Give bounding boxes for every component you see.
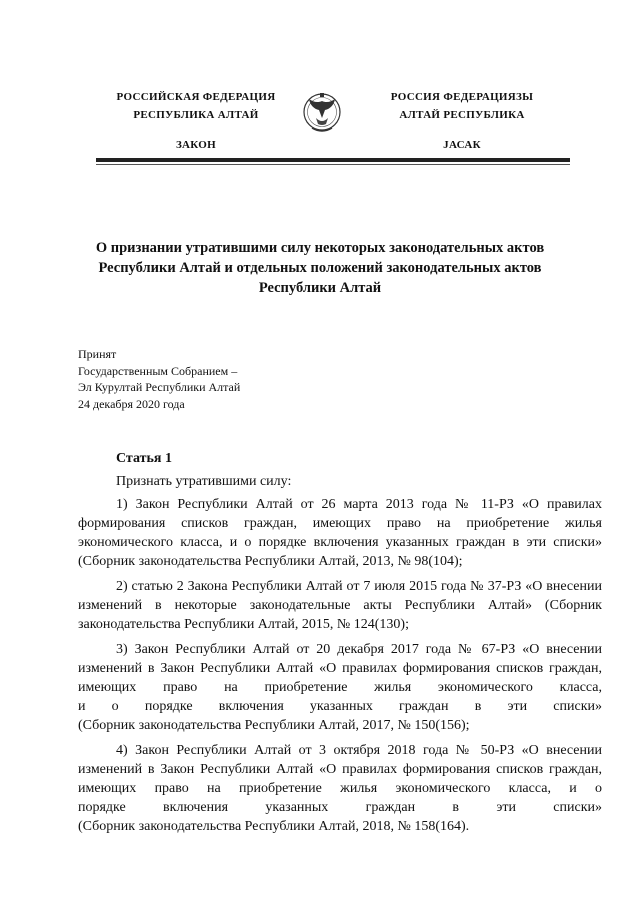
- header-left-line1: РОССИЙСКАЯ ФЕДЕРАЦИЯ: [116, 91, 276, 103]
- article-item: 3) Закон Республики Алтай от 20 декабря 2017 года № 67-РЗ «О внесении изменений в Закон Республики Алтай «О правилах формирования списков граждан, имеющих право на приобретение жилья экономического класса,: [78, 642, 602, 695]
- header-right-altai: [362, 88, 562, 154]
- header-right-line2: АЛТАЙ РЕСПУБЛИКА: [399, 109, 525, 121]
- law-title-line: О признании утратившими силу некоторых законодательных актов: [95, 240, 545, 256]
- article-body: [78, 472, 602, 842]
- header-right-line1: РОССИЯ ФЕДЕРАЦИЯЗЫ: [390, 91, 534, 103]
- adoption-info: [78, 346, 240, 412]
- document-header: [0, 88, 640, 158]
- article-heading: Статья 1: [116, 451, 172, 466]
- article-intro: Признать утратившими силу:: [116, 474, 292, 489]
- article-item-continuation: (Сборник законодательства Республики Алтай, 2018, № 158(164).: [78, 819, 470, 834]
- header-right-doc-type: JАСАК: [443, 139, 481, 151]
- header-left-russian: [96, 88, 296, 154]
- header-divider-thin: [96, 164, 570, 165]
- article-item-continuation: (Сборник законодательства Республики Алтай, 2017, № 150(156);: [78, 718, 470, 733]
- law-title: [80, 238, 560, 298]
- article-item-continuation: и о порядке включения указанных граждан в эти списки»: [78, 699, 602, 714]
- article-item: 2) статью 2 Закона Республики Алтай от 7 июля 2015 года № 37-РЗ «О внесении изменений в некоторые законодательные акты Республики Алтай» (Сборник законодательства Республики Алтай, 2015, № 124(130);: [78, 579, 602, 632]
- law-title-line: Республики Алтай и отдельных положений законодательных актов: [98, 260, 542, 276]
- law-title-line: Республики Алтай: [258, 280, 382, 296]
- article-item-continuation: порядке включения указанных граждан в эти списки»: [78, 800, 602, 815]
- header-divider-thick: [96, 158, 570, 162]
- header-left-doc-type: ЗАКОН: [175, 139, 217, 151]
- adoption-line: Эл Курултай Республики Алтай: [78, 380, 241, 394]
- article-item: 1) Закон Республики Алтай от 26 марта 2013 года № 11-РЗ «О правилах формирования списков граждан, имеющих право на приобретение жилья экономического класса, и о порядке включения указанных граждан в эти списки» (Сборник законодательства Республики Алтай, 2013, № 98(104);: [78, 497, 602, 569]
- article-item: 4) Закон Республики Алтай от 3 октября 2018 года № 50-РЗ «О внесении изменений в Закон Республики Алтай «О правилах формирования списков граждан, имеющих право на приобретение жилья экономического класса, и о: [78, 743, 602, 796]
- adoption-line: Государственным Собранием –: [78, 363, 238, 378]
- adoption-line: Принят: [78, 347, 117, 361]
- header-left-line2: РЕСПУБЛИКА АЛТАЙ: [133, 109, 259, 121]
- adoption-date: 24 декабря 2020 года: [78, 396, 185, 411]
- coat-of-arms-icon: [300, 88, 344, 140]
